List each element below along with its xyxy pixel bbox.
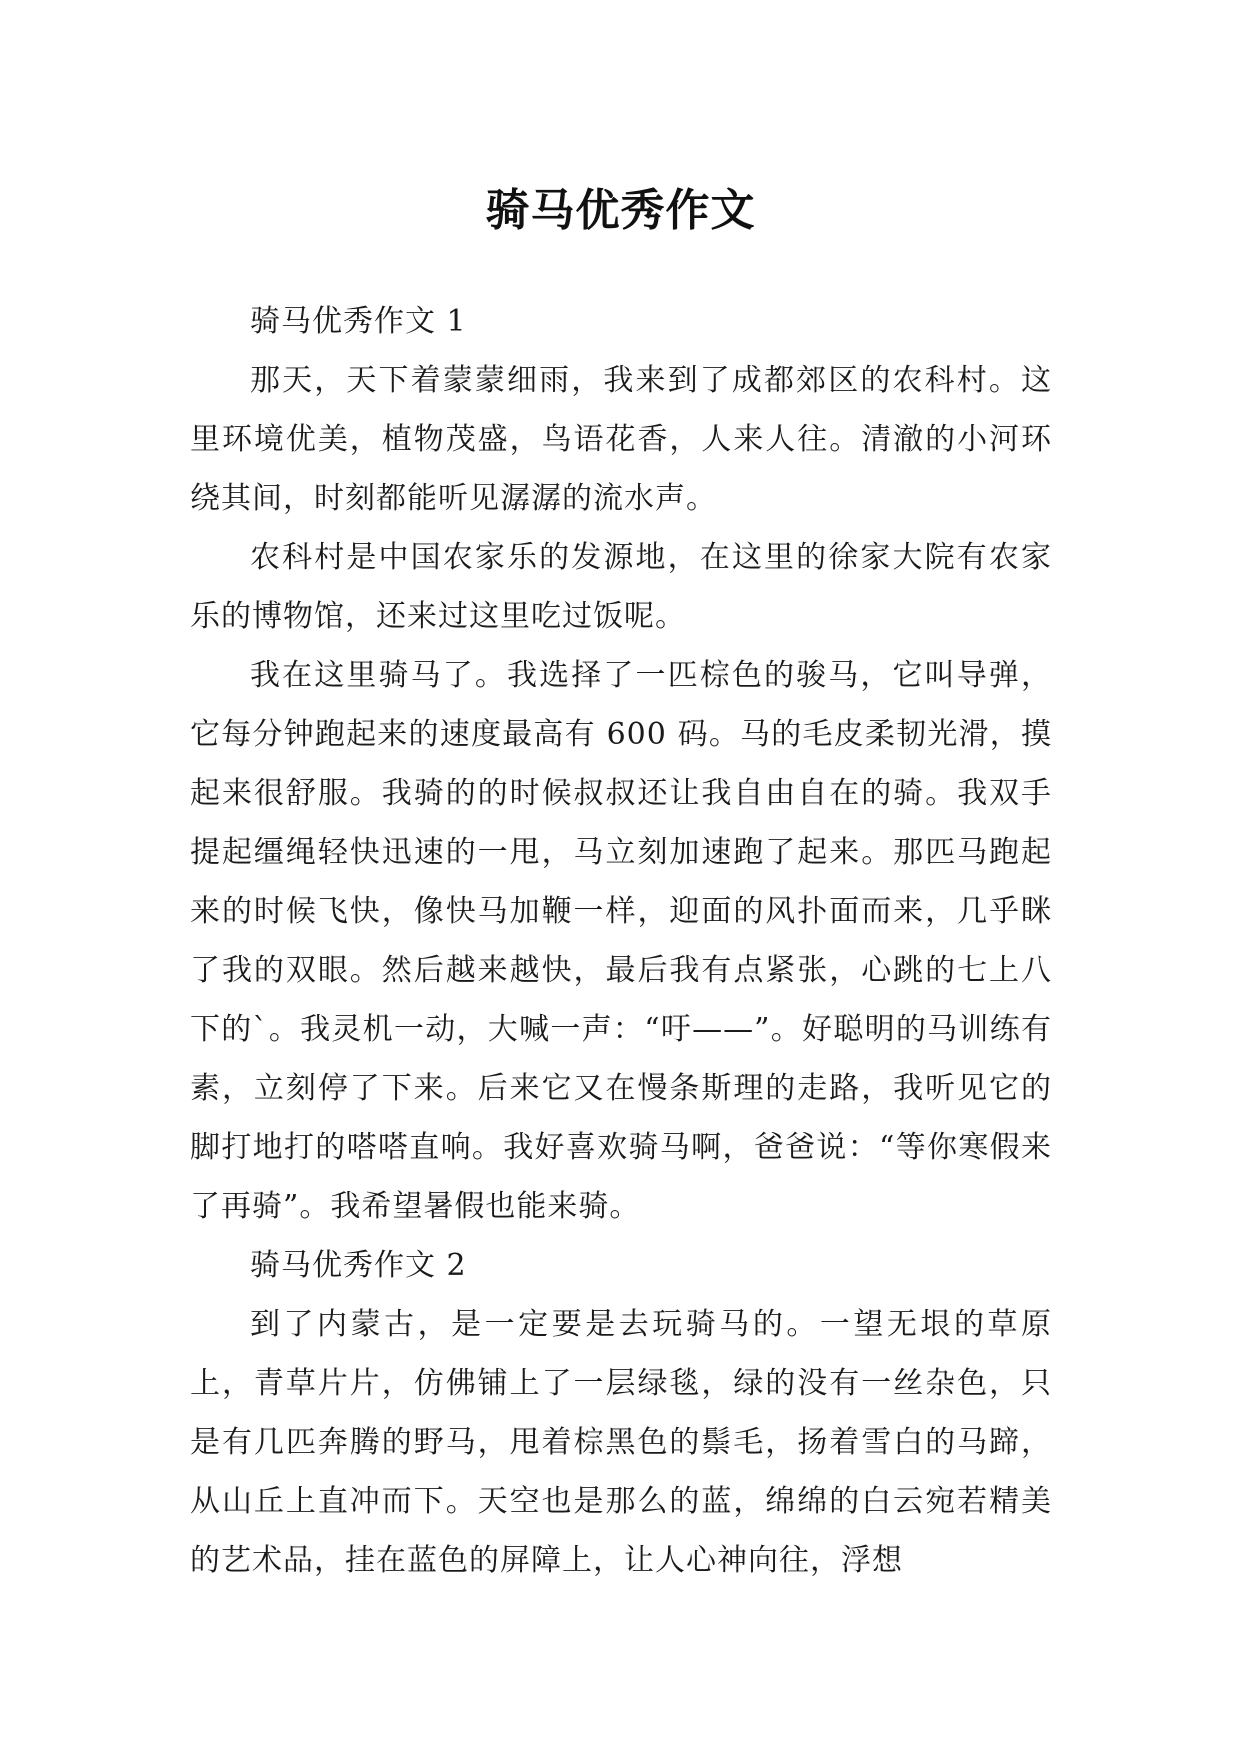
paragraph: 农科村是中国农家乐的发源地，在这里的徐家大院有农家乐的博物馆，还来过这里吃过饭呢。 [190, 540, 1052, 634]
page-title: 骑马优秀作文 [485, 185, 756, 237]
paragraph: 到了内蒙古，是一定要是去玩骑马的。一望无垠的草原上，青草片片，仿佛铺上了一层绿毯，绿的没有一丝杂色，只是有几匹奔腾的野马，甩着棕黑色的鬃毛，扬着雪白的马蹄，从山丘上直冲而下。天空也是那么的蓝，绵绵的白云宛若精美的艺术品，挂在蓝色的屏障上，让人心神向往，浮想 [190, 1307, 1052, 1578]
section-heading-1: 骑马优秀作文 1 [250, 304, 467, 339]
section-heading-2: 骑马优秀作文 2 [250, 1248, 467, 1283]
document-body [190, 292, 1052, 1590]
paragraph: 我在这里骑马了。我选择了一匹棕色的骏马，它叫导弹，它每分钟跑起来的速度最高有 600 码。马的毛皮柔韧光滑，摸起来很舒服。我骑的的时候叔叔还让我自由自在的骑。我双手提起缰绳轻快迅速的一甩，马立刻加速跑了起来。那匹马跑起来的时候飞快，像快马加鞭一样，迎面的风扑面而来，几乎眯了我的双眼。然后越来越快，最后我有点紧张，心跳的七上八下的`。我灵机一动，大喊一声：“吁——”。好聪明的马训练有素，立刻停了下来。后来它又在慢条斯理的走路，我听见它的脚打地打的嗒嗒直响。我好喜欢骑马啊，爸爸说：“等你寒假来了再骑”。我希望暑假也能来骑。 [190, 658, 1052, 1224]
paragraph: 那天，天下着蒙蒙细雨，我来到了成都郊区的农科村。这里环境优美，植物茂盛，鸟语花香，人来人往。清澈的小河环绕其间，时刻都能听见潺潺的流水声。 [190, 363, 1052, 516]
